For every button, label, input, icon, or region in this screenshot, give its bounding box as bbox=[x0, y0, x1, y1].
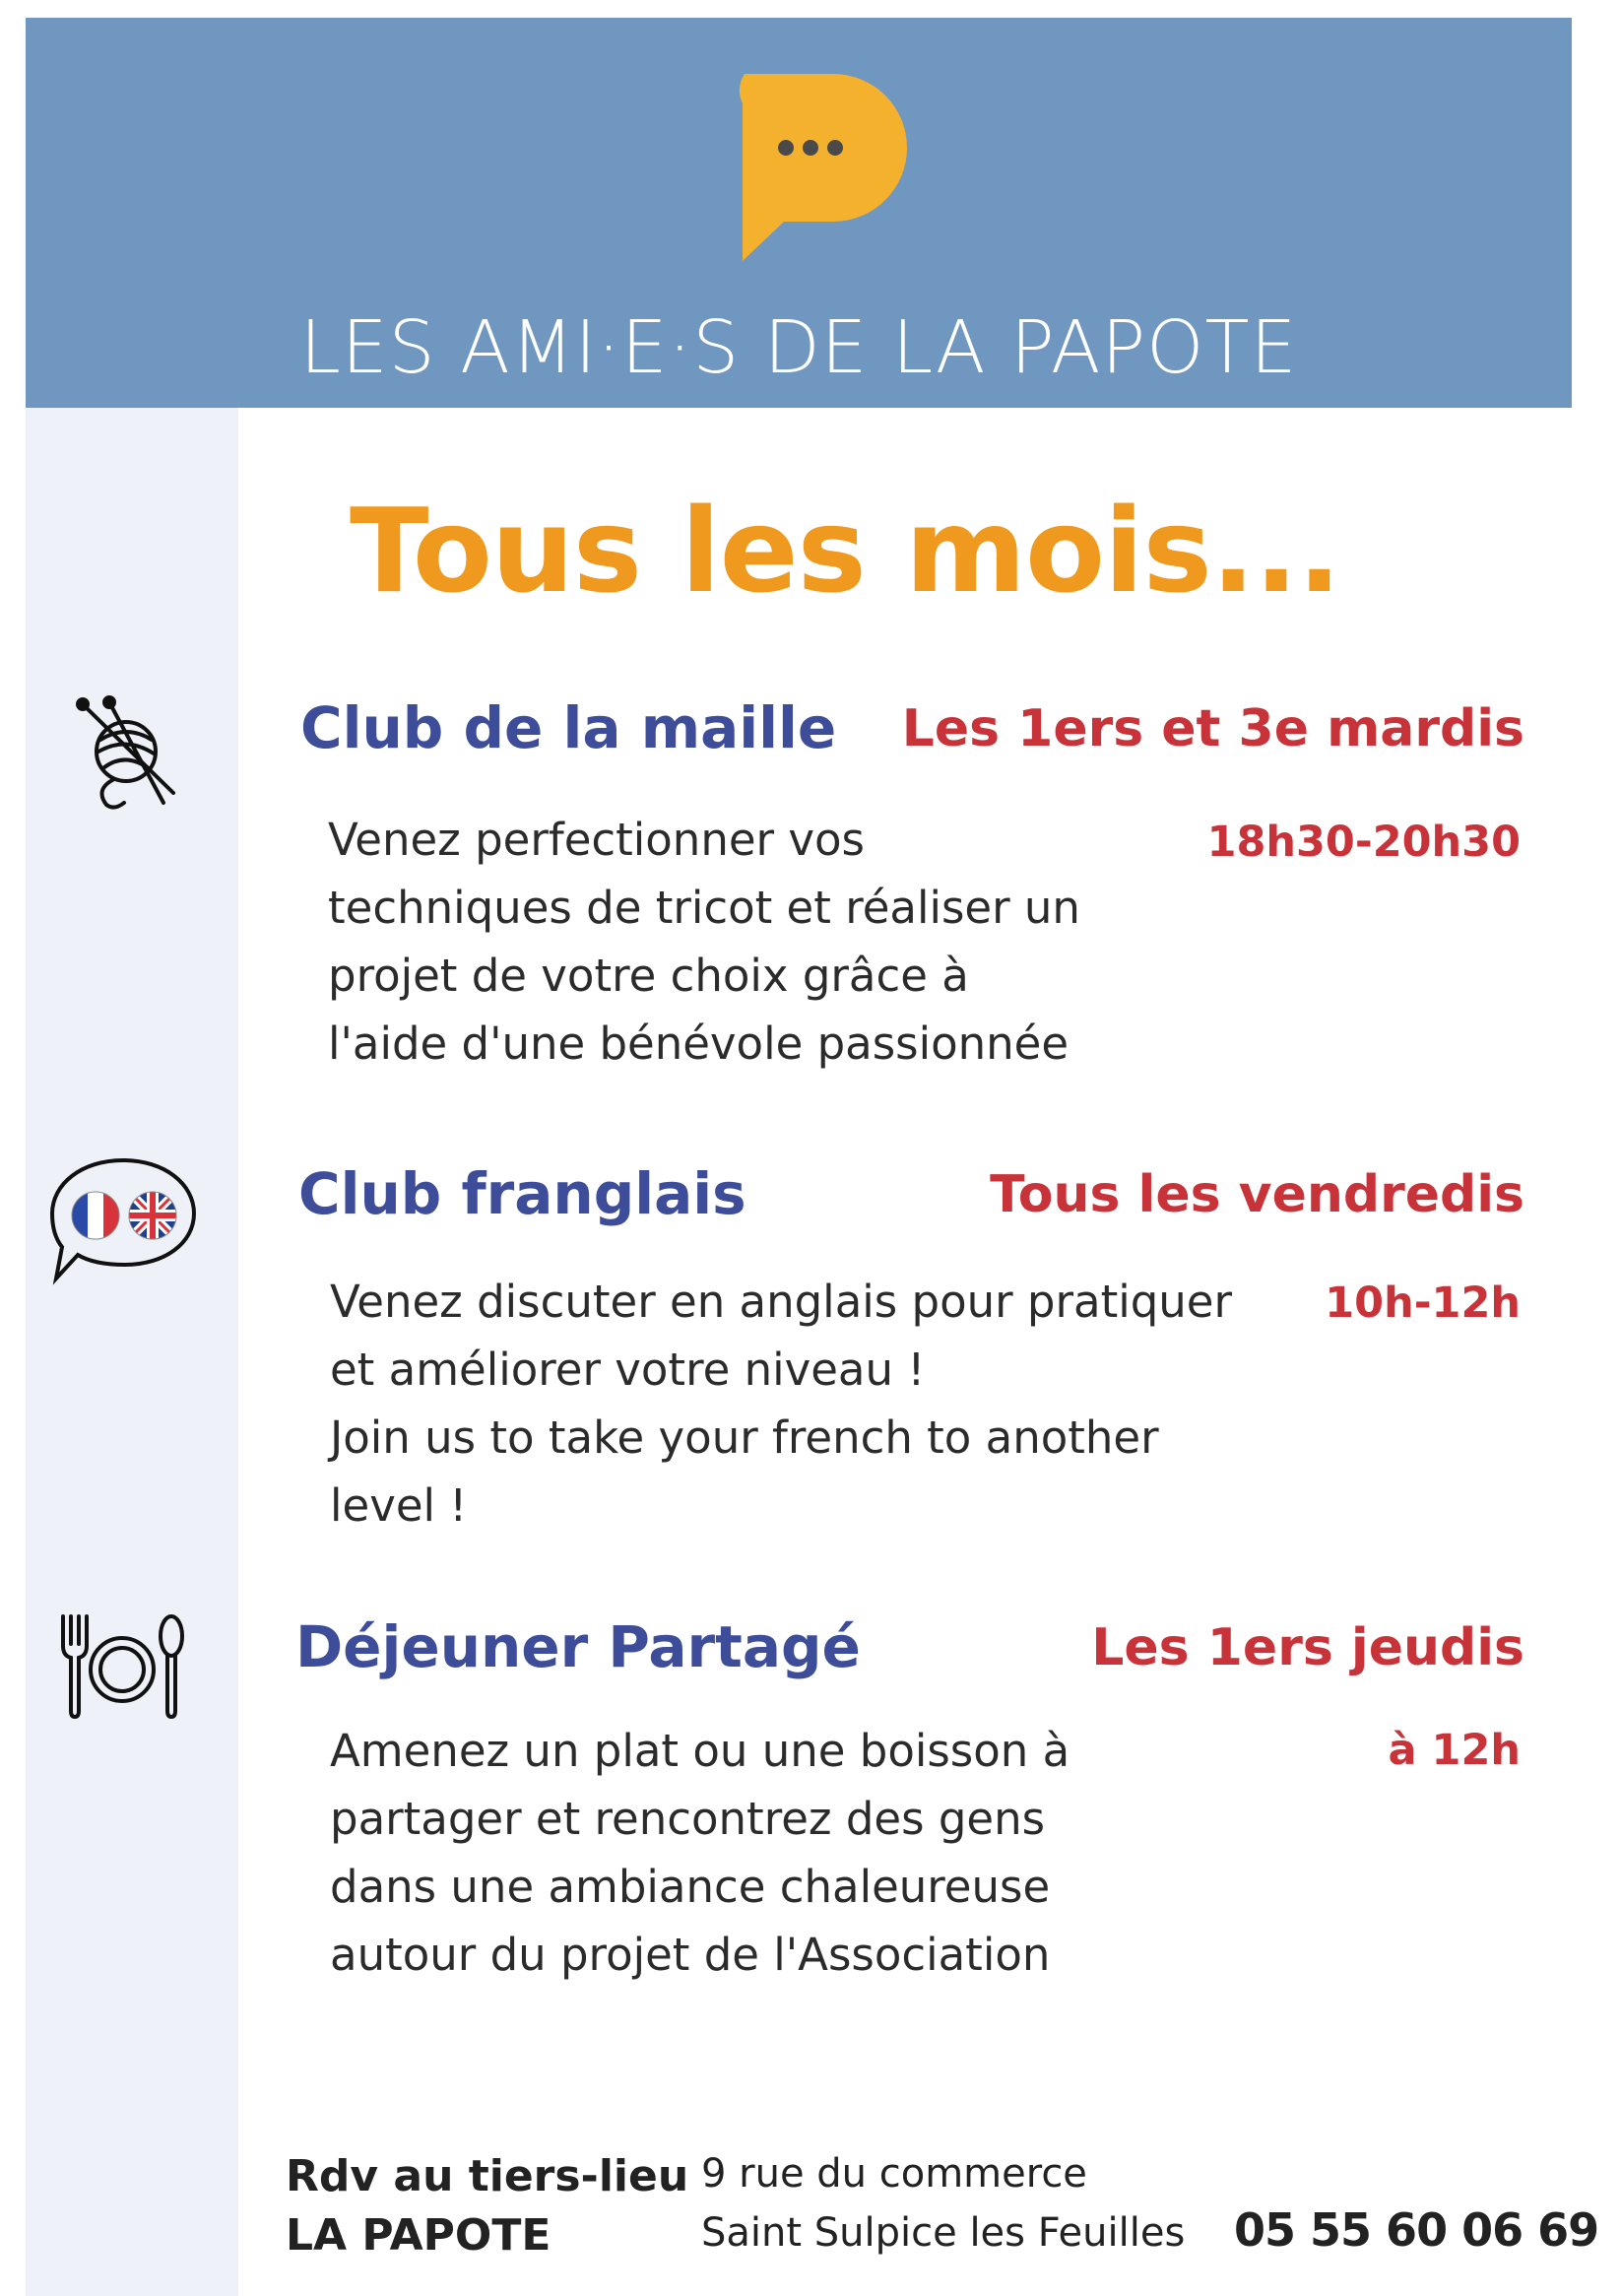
desc-line: Amenez un plat ou une boisson à bbox=[330, 1725, 1070, 1777]
desc-line: projet de votre choix grâce à bbox=[328, 950, 969, 1002]
desc-line: techniques de tricot et réaliser un bbox=[328, 882, 1080, 934]
activity-desc-dejeuner bbox=[330, 1717, 1070, 1989]
activity-time-dejeuner: à 12h bbox=[1388, 1726, 1521, 1775]
desc-line: Join us to take your french to another bbox=[330, 1411, 1159, 1464]
footer-place bbox=[286, 2147, 688, 2265]
activity-when-maille: Les 1ers et 3e mardis bbox=[901, 699, 1524, 758]
flags-speech-bubble-icon bbox=[44, 1152, 202, 1290]
activity-title-maille: Club de la maille bbox=[300, 694, 837, 761]
footer-place-line2: LA PAPOTE bbox=[286, 2210, 551, 2261]
header-band bbox=[26, 18, 1572, 408]
activity-when-franglais: Tous les vendredis bbox=[990, 1165, 1524, 1224]
desc-line: dans une ambiance chaleureuse bbox=[330, 1861, 1051, 1913]
footer-phone: 05 55 60 06 69 bbox=[1234, 2203, 1599, 2257]
org-name: LES AMI·E·S DE LA PAPOTE bbox=[299, 305, 1298, 390]
desc-line: partager et rencontrez des gens bbox=[330, 1793, 1046, 1845]
footer-address bbox=[701, 2144, 1185, 2263]
sidebar-strip bbox=[26, 408, 238, 2296]
activity-title-dejeuner: Déjeuner Partagé bbox=[295, 1613, 861, 1680]
activity-time-franglais: 10h-12h bbox=[1325, 1279, 1521, 1328]
page-title: Tous les mois... bbox=[350, 483, 1341, 619]
desc-line: et améliorer votre niveau ! bbox=[330, 1344, 926, 1396]
desc-line: l'aide d'une bénévole passionnée bbox=[328, 1017, 1070, 1070]
activity-desc-franglais bbox=[330, 1268, 1232, 1540]
activity-desc-maille bbox=[328, 806, 1080, 1078]
desc-line: autour du projet de l'Association bbox=[330, 1929, 1051, 1981]
plate-cutlery-icon bbox=[55, 1610, 189, 1719]
desc-line: level ! bbox=[330, 1479, 468, 1532]
footer-address-line1: 9 rue du commerce bbox=[701, 2151, 1087, 2197]
activity-when-dejeuner: Les 1ers jeudis bbox=[1091, 1618, 1524, 1677]
activity-time-maille: 18h30-20h30 bbox=[1206, 818, 1521, 867]
activity-title-franglais: Club franglais bbox=[298, 1160, 746, 1227]
desc-line: Venez discuter en anglais pour pratiquer bbox=[330, 1276, 1232, 1328]
footer-place-line1: Rdv au tiers-lieu bbox=[286, 2151, 689, 2201]
desc-line: Venez perfectionner vos bbox=[328, 814, 865, 866]
footer-address-line2: Saint Sulpice les Feuilles bbox=[701, 2210, 1186, 2256]
knitting-yarn-icon bbox=[65, 694, 183, 813]
speech-bubble-p-logo bbox=[715, 64, 912, 281]
